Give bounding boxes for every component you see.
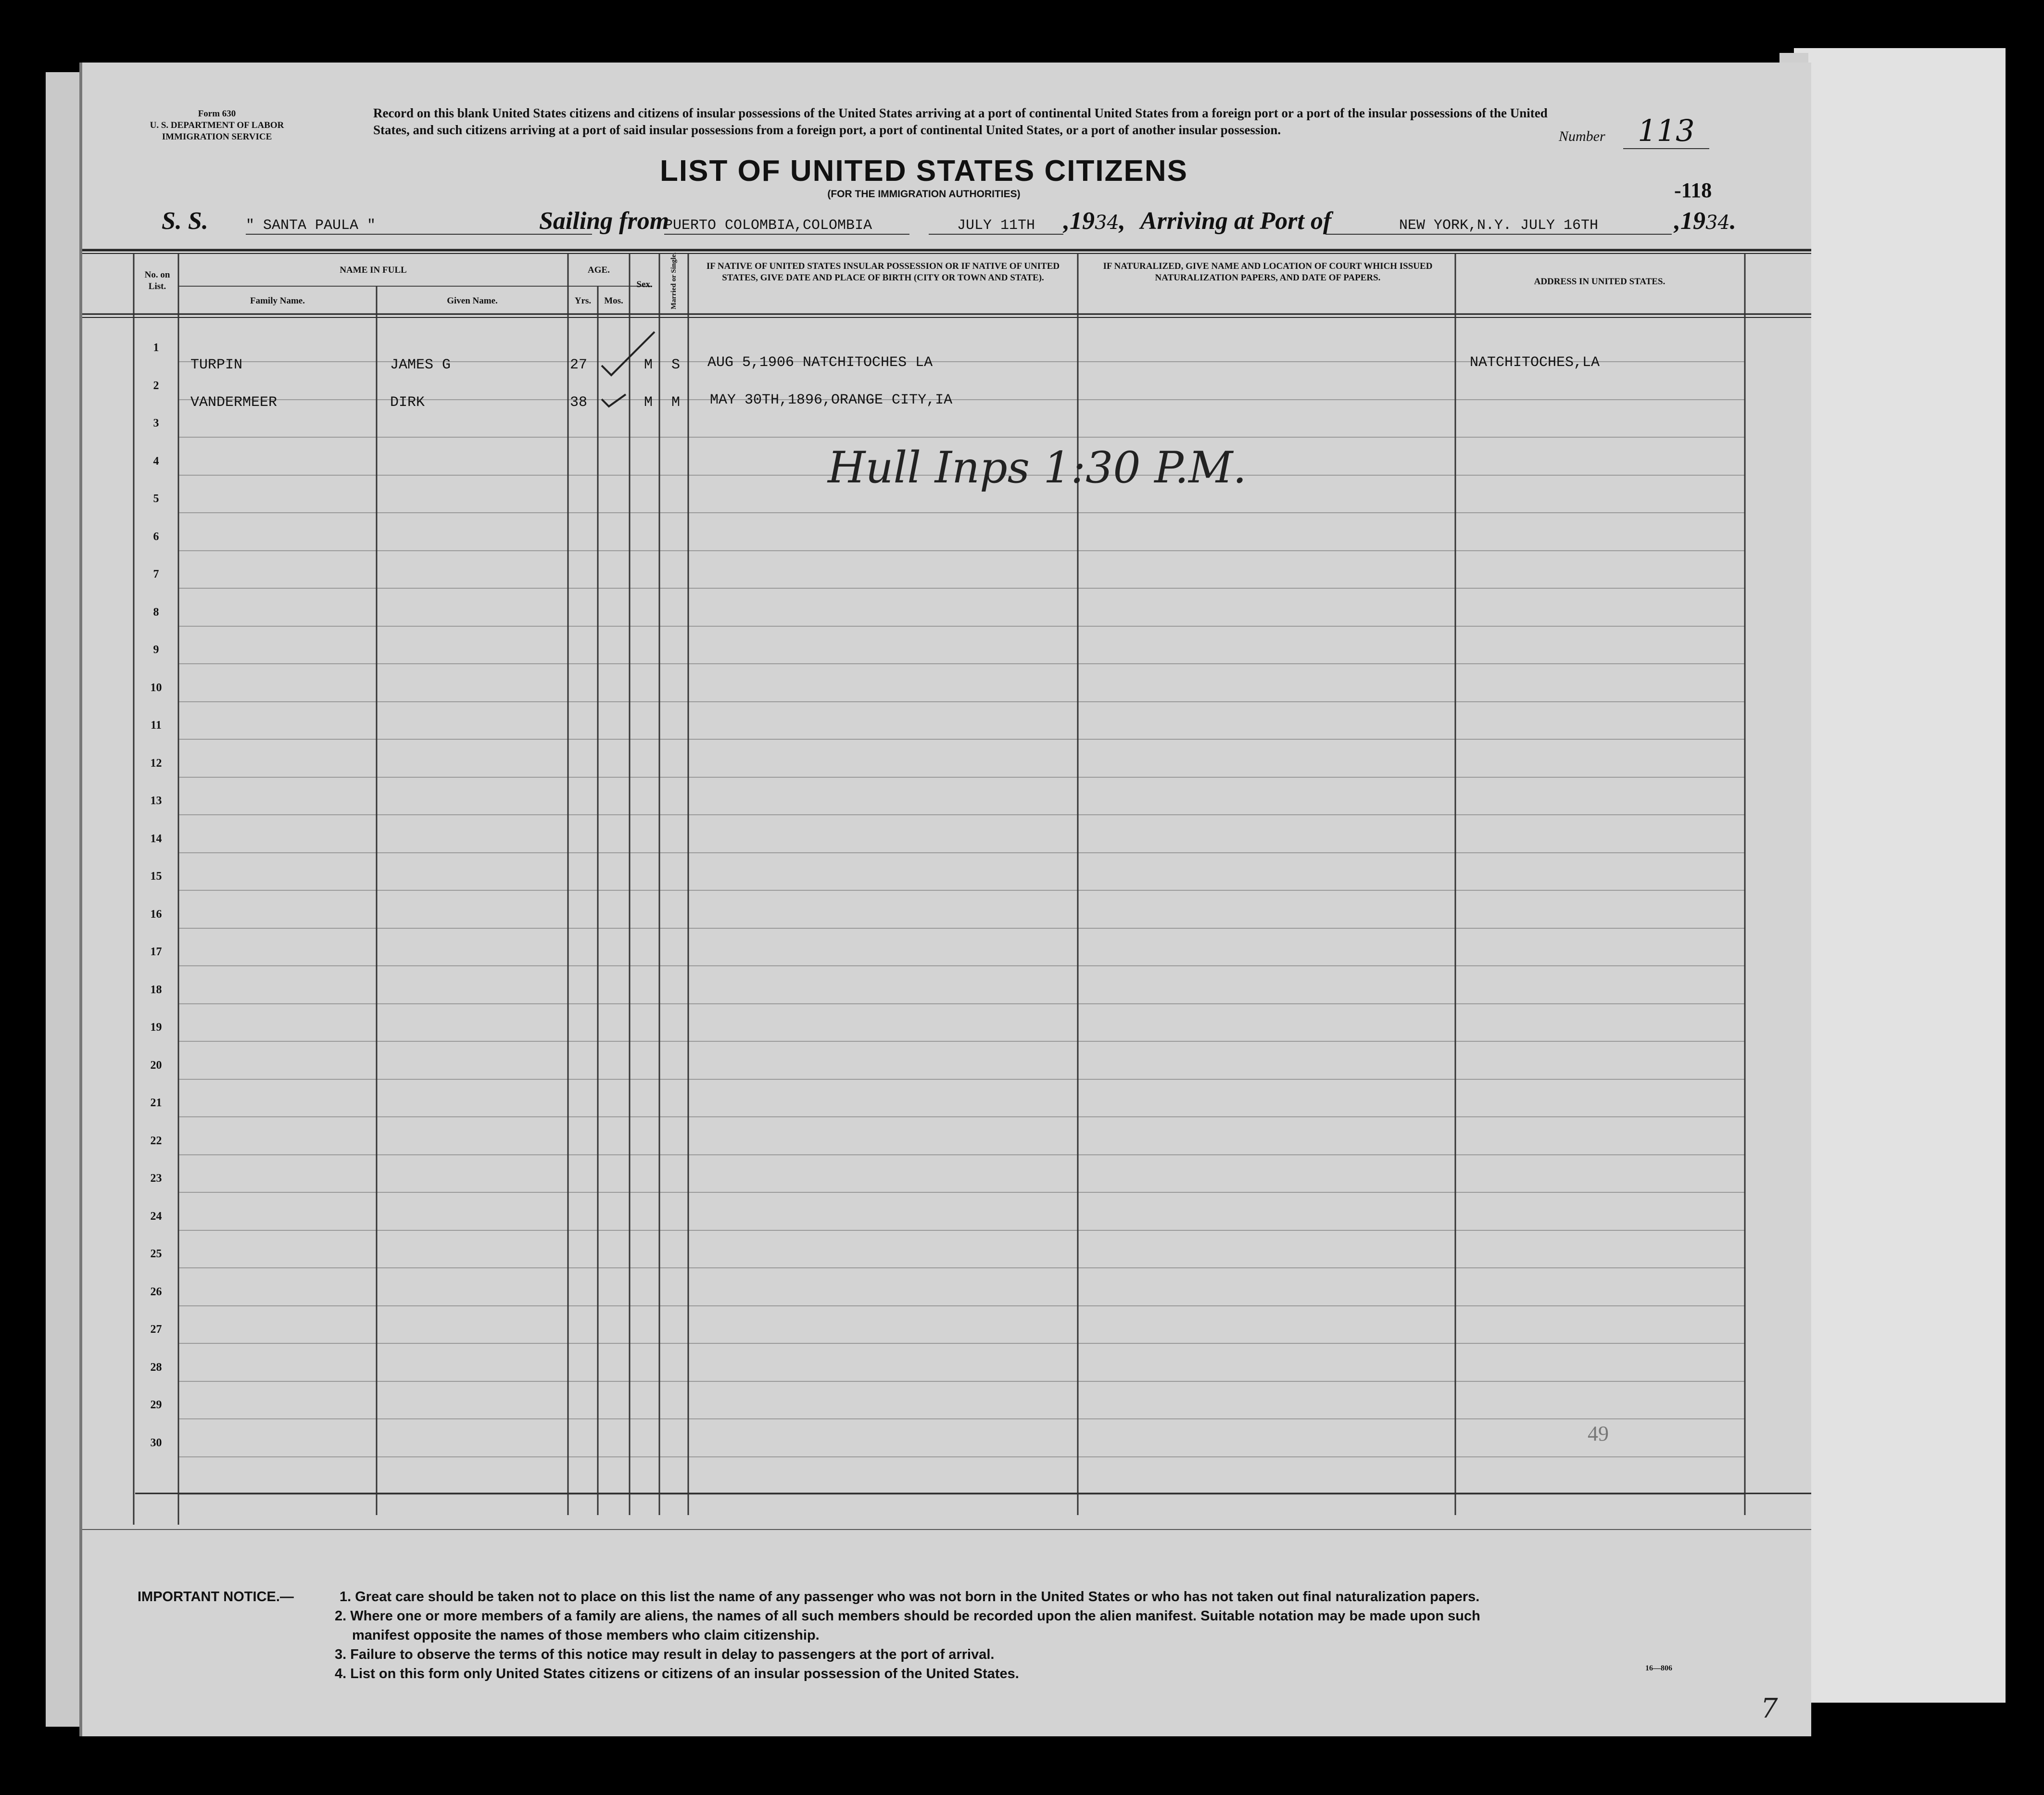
- from-year-prefix: 19: [1070, 207, 1095, 235]
- row-number-18: 18: [150, 984, 162, 996]
- row-number-29: 29: [150, 1399, 162, 1411]
- passenger-2-given: DIRK: [390, 394, 425, 411]
- row-number-7: 7: [153, 568, 159, 581]
- row-number-4: 4: [153, 455, 159, 468]
- row-number-16: 16: [150, 908, 162, 921]
- number-value: 113: [1623, 113, 1709, 149]
- row-number-30: 30: [150, 1437, 162, 1449]
- instructions: Record on this blank United States citizens and citizens of insular possessions of the United States arriving at a port of continental United States from a foreign port or a port of the insular possessions of the United States, and such citizens arriving at a port of said insular possessions from a foreign port, a port of continental United States, or a port of another insular possession.: [373, 106, 1548, 137]
- ship-name: " SANTA PAULA ": [246, 217, 592, 235]
- row-number-9: 9: [153, 644, 159, 656]
- notice-item-2: 2. Where one or more members of a family are aliens, the names of all such members should be recorded upon the alien manifest. Suitable notation may be made upon such: [335, 1608, 1480, 1624]
- passenger-2-marital: M: [671, 394, 681, 411]
- passenger-1-age: 27: [570, 357, 588, 373]
- passenger-1-marital: S: [671, 357, 681, 373]
- passenger-2-birth: MAY 30TH,1896,ORANGE CITY,IA: [710, 392, 953, 408]
- check-marks: [597, 322, 669, 418]
- header-native-insular: IF NATIVE OF UNITED STATES INSULAR POSSESSION OR IF NATIVE OF UNITED STATES, GIVE DATE AND PLACE OF BIRTH (CITY OR TOWN AND STATE).: [706, 261, 1060, 283]
- header-naturalized: IF NATURALIZED, GIVE NAME AND LOCATION OF COURT WHICH ISSUED NATURALIZATION PAPERS, AND DATE OF PAPERS.: [1103, 261, 1433, 283]
- row-number-13: 13: [150, 795, 162, 807]
- passenger-2-family: VANDERMEER: [190, 394, 278, 411]
- arriving-label: Arriving at Port of: [1140, 207, 1332, 235]
- passenger-1-sex: M: [644, 357, 653, 373]
- page-mark: 7: [1761, 1693, 1778, 1724]
- row-number-11: 11: [151, 719, 162, 732]
- side-number: -118: [1674, 178, 1712, 202]
- row-number-20: 20: [150, 1059, 162, 1072]
- passenger-2-age: 38: [570, 394, 588, 411]
- back-sheet-right: [1794, 48, 2006, 1703]
- table-grid: [82, 63, 1811, 1736]
- header-mos: Mos.: [604, 296, 623, 306]
- row-number-21: 21: [150, 1097, 162, 1109]
- row-number-8: 8: [153, 606, 159, 619]
- row-number-1: 1: [153, 341, 159, 354]
- header-name-in-full: NAME IN FULL: [340, 265, 407, 275]
- notice-item-2-cont: manifest opposite the names of those members who claim citizenship.: [352, 1628, 820, 1643]
- form-number: Form 630: [198, 109, 236, 119]
- sailing-label: Sailing from: [539, 207, 669, 235]
- from-port: PUERTO COLOMBIA,COLOMBIA: [664, 217, 909, 235]
- from-date: JULY 11TH: [929, 217, 1063, 235]
- check-mark-row-1: [602, 332, 655, 375]
- row-number-19: 19: [150, 1021, 162, 1034]
- notice-items: [335, 1587, 1758, 1683]
- row-number-6: 6: [153, 531, 159, 543]
- header-age: AGE.: [588, 265, 610, 275]
- row-number-27: 27: [150, 1323, 162, 1336]
- row-number-10: 10: [150, 682, 162, 694]
- row-number-22: 22: [150, 1135, 162, 1147]
- notice-item-4: 4. List on this form only United States citizens or citizens of an insular possession of the United States.: [335, 1666, 1019, 1681]
- form-title: LIST OF UNITED STATES CITIZENS: [660, 154, 1188, 188]
- passenger-1-given: JAMES G: [390, 357, 451, 373]
- row-number-28: 28: [150, 1361, 162, 1374]
- print-code: 16—806: [1645, 1664, 1672, 1672]
- header-family-name: Family Name.: [250, 296, 305, 306]
- ss-label: S. S.: [162, 207, 208, 235]
- row-number-12: 12: [150, 757, 162, 770]
- header-yrs: Yrs.: [574, 296, 592, 306]
- manifest-sheet: [79, 63, 1811, 1736]
- stamp-number: 49: [1588, 1422, 1609, 1445]
- from-year-value: 34: [1095, 212, 1119, 234]
- header-married-single: Married or Single.: [670, 252, 678, 310]
- passenger-2-sex: M: [644, 394, 653, 411]
- service: IMMIGRATION SERVICE: [162, 132, 272, 142]
- row-number-23: 23: [150, 1172, 162, 1185]
- header-no-on-list: No. on List.: [144, 270, 170, 291]
- notice-label: IMPORTANT NOTICE.—: [138, 1589, 294, 1605]
- notice-item-1: 1. Great care should be taken not to place on this list the name of any passenger who was not born in the United States or who has not taken out final naturalization papers.: [340, 1589, 1480, 1605]
- from-year: ,1934,: [1063, 207, 1125, 235]
- arrival-year: ,1934.: [1674, 207, 1736, 235]
- department: U. S. DEPARTMENT OF LABOR: [150, 120, 284, 130]
- row-number-26: 26: [150, 1286, 162, 1298]
- number-label: Number: [1559, 128, 1605, 144]
- header-address: ADDRESS IN UNITED STATES.: [1534, 277, 1665, 287]
- passenger-1-family: TURPIN: [190, 357, 243, 373]
- ruled-lines: [178, 362, 1745, 1494]
- header-given-name: Given Name.: [447, 296, 498, 306]
- row-number-3: 3: [153, 417, 159, 430]
- arrival-year-value: 34: [1705, 212, 1730, 234]
- arrival-port: NEW YORK,N.Y. JULY 16TH: [1325, 217, 1672, 235]
- row-number-5: 5: [153, 493, 159, 505]
- row-number-17: 17: [150, 946, 162, 958]
- handwritten-note: Hull Inps 1:30 P.M.: [828, 442, 1247, 493]
- check-mark-row-2: [602, 394, 626, 406]
- row-number-2: 2: [153, 379, 159, 392]
- row-number-24: 24: [150, 1210, 162, 1223]
- header-sex: Sex.: [636, 279, 653, 290]
- row-number-25: 25: [150, 1248, 162, 1260]
- form-subtitle: (FOR THE IMMIGRATION AUTHORITIES): [827, 189, 1021, 200]
- arrival-year-prefix: 19: [1680, 207, 1705, 235]
- row-number-15: 15: [150, 870, 162, 883]
- row-number-14: 14: [150, 833, 162, 845]
- passenger-1-address: NATCHITOCHES,LA: [1470, 354, 1600, 371]
- passenger-1-birth: AUG 5,1906 NATCHITOCHES LA: [707, 354, 933, 371]
- notice-item-3: 3. Failure to observe the terms of this notice may result in delay to passengers at the port of arrival.: [335, 1647, 995, 1662]
